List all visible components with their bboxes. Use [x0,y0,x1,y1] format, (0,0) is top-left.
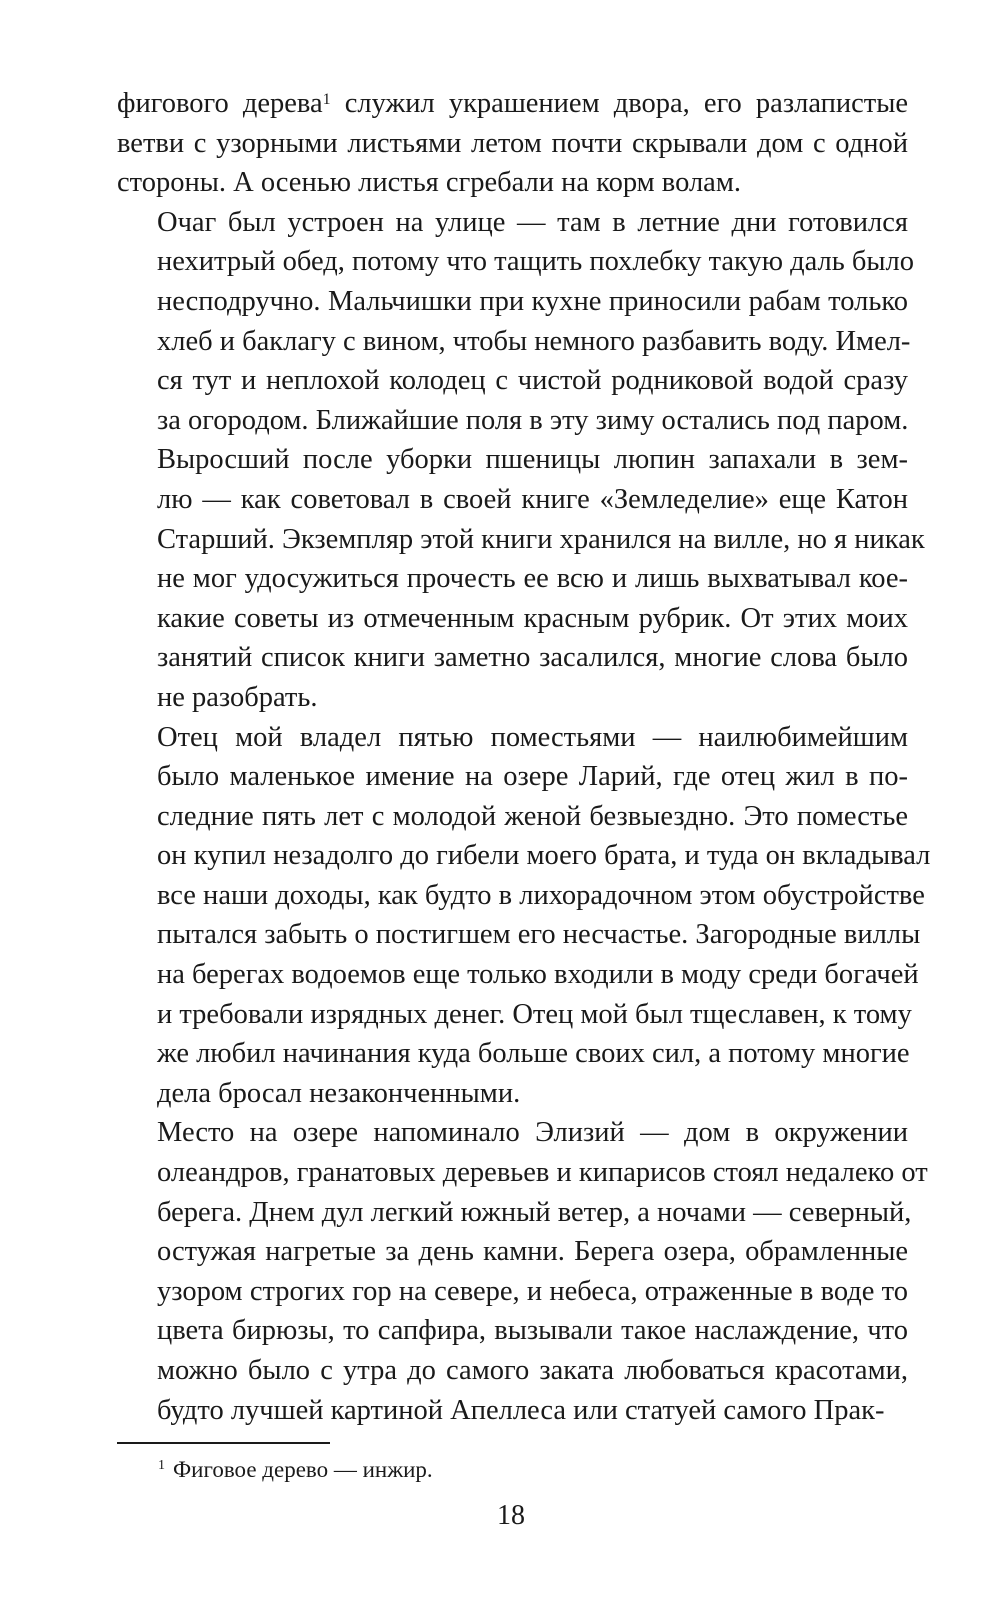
paragraph [117,718,931,1114]
text-line: какие советы из отмеченным красным рубрик. От этих моих [157,602,908,634]
text-line: Выросший после уборки пшеницы люпин запахали в зем- [157,444,908,476]
text-line: на берегах водоемов еще только входили в моду среди богачей [157,959,919,991]
text-line: не разобрать. [157,681,318,713]
text-line: дела бросал незаконченными. [157,1077,521,1109]
text-line: узором строгих гор на севере, и небеса, отраженные в воде то [157,1275,908,1307]
text-line: было маленькое имение на озере Ларий, где отец жил в по- [157,761,908,793]
text-line: ся тут и неплохой колодец с чистой родниковой водой сразу [157,365,908,397]
text-line: остужая нагретые за день камни. Берега озера, обрамленные [157,1236,908,1268]
text-line: все наши доходы, как будто в лихорадочном этом обустройстве [157,879,925,911]
text-line: он купил незадолго до гибели моего брата, и туда он вкладывал [157,840,931,872]
text-fragment: фигового дерева [117,88,323,119]
text-line: нехитрый обед, потому что тащить похлебку такую даль было [157,246,915,278]
text-line: Очаг был устроен на улице — там в летние дни готовился [157,206,908,238]
text-line: будто лучшей картиной Апеллеса или статуей самого Прак- [157,1394,885,1426]
text-line: же любил начинания куда больше своих сил, а потому многие [157,1038,910,1070]
text-line: занятий список книги заметно засалился, многие слова было [157,642,908,674]
text-line: олеандров, гранатовых деревьев и кипарисов стоял недалеко от [157,1157,928,1189]
paragraph [117,84,908,203]
text-line: следние пять лет с молодой женой безвыездно. Это поместье [157,800,908,832]
text-line: Отец мой владел пятью поместьями — наилюбимейшим [157,721,908,753]
footnote-reference: 1 [322,90,331,108]
text-line: несподручно. Мальчишки при кухне приносили рабам только [157,285,908,317]
text-line: цвета бирюзы, то сапфира, вызывали такое наслаждение, что [157,1315,908,1347]
footnote-divider [117,1442,330,1444]
text-line: ветви с узорными листьями летом почти скрывали дом с одной [117,127,908,159]
footnote-text: Фиговое дерево — инжир. [173,1457,433,1482]
text-fragment: служил украшением двора, его разлапистые [344,88,908,119]
text-line: стороны. А осенью листья сгребали на корм волам. [117,167,741,199]
page-number: 18 [497,1500,525,1531]
text-line: берега. Днем дул легкий южный ветер, а ночами — северный, [157,1196,912,1228]
text-line: хлеб и баклагу с вином, чтобы немного разбавить воду. Имел- [157,325,911,357]
text-line: и требовали изрядных денег. Отец мой был тщеславен, к тому [157,998,912,1030]
text-line: Место на озере напоминало Элизий — дом в окружении [157,1117,908,1149]
text-line: лю — как советовал в своей книге «Земледелие» еще Катон [157,483,908,515]
text-line: Старший. Экземпляр этой книги хранился на вилле, но я никак [157,523,925,555]
paragraph [117,203,925,718]
page-body [117,84,931,1430]
footnote [158,1455,433,1485]
paragraph [117,1113,928,1430]
text-line [117,84,908,124]
text-line: за огородом. Ближайшие поля в эту зиму остались под паром. [157,404,909,436]
footnote-mark: 1 [158,1458,165,1474]
text-line: пытался забыть о постигшем его несчастье. Загородные виллы [157,919,921,951]
text-line: не мог удосужиться прочесть ее всю и лишь выхватывал кое- [157,563,908,595]
text-line: можно было с утра до самого заката любоваться красотами, [157,1355,908,1386]
